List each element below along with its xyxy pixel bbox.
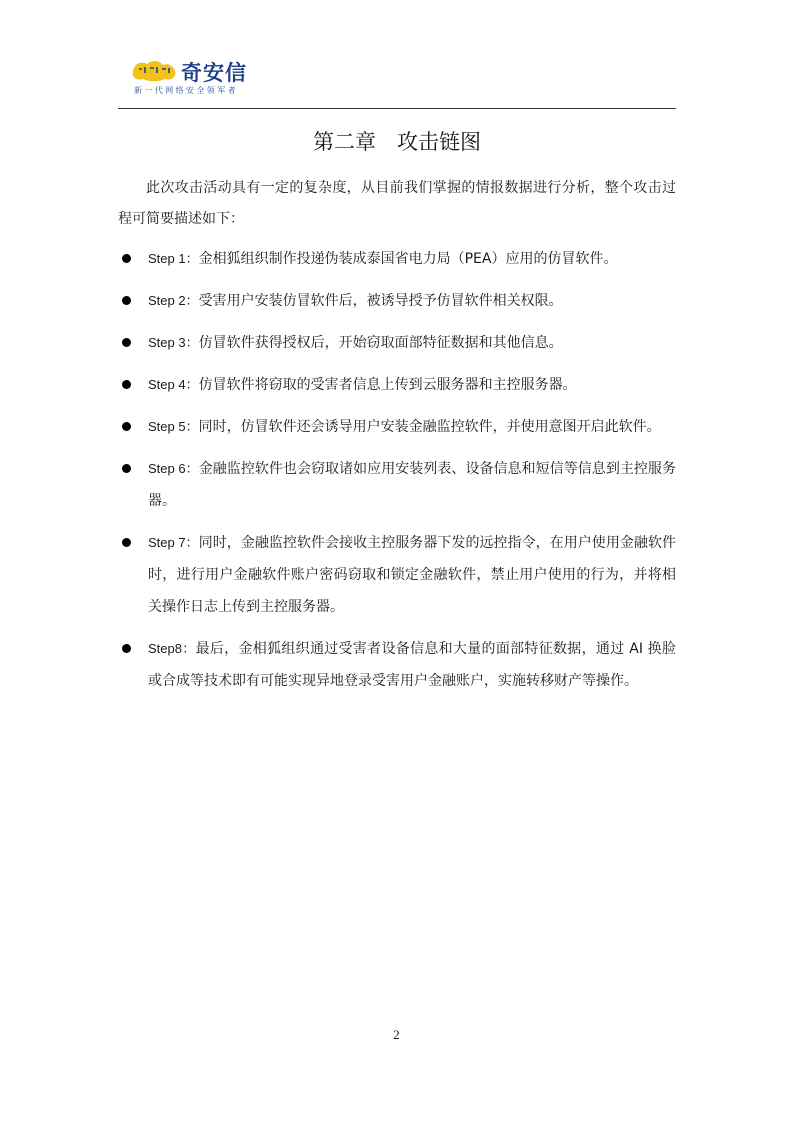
step-text: 金相狐组织制作投递伪装成泰国省电力局（PEA）应用的仿冒软件。: [198, 251, 618, 267]
step-label: Step 6：: [148, 461, 199, 476]
step-label: Step 5：: [148, 419, 199, 434]
step-label: Step 1：: [148, 251, 199, 266]
step-text: 金融监控软件也会窃取诸如应用安装列表、设备信息和短信等信息到主控服务器。: [148, 461, 676, 509]
logo-mark-icon: [131, 57, 179, 83]
page-number: 2: [393, 1027, 400, 1042]
list-item: [118, 411, 676, 443]
step-text: 同时，仿冒软件还会诱导用户安装金融监控软件，并使用意图开启此软件。: [198, 419, 661, 435]
list-item: [118, 527, 676, 623]
bullet-icon: [122, 296, 131, 305]
step-label: Step 2：: [148, 293, 199, 308]
list-item: [118, 369, 676, 401]
bullet-icon: [122, 644, 131, 653]
list-item: [118, 633, 676, 697]
step-label: Step 4：: [148, 377, 199, 392]
list-item: [118, 285, 676, 317]
chapter-title: 第二章 攻击链图: [313, 130, 481, 154]
list-item: [118, 453, 676, 517]
step-text: 同时，金融监控软件会接收主控服务器下发的远控指令，在用户使用金融软件时，进行用户金融软件账户密码窃取和锁定金融软件，禁止用户使用的行为，并将相关操作日志上传到主控服务器。: [148, 535, 676, 615]
header-divider: [118, 108, 676, 109]
bullet-icon: [122, 422, 131, 431]
step-text: 最后，金相狐组织通过受害者设备信息和大量的面部特征数据，通过 AI 换脸或合成等技术即有可能实现异地登录受害用户金融账户，实施转移财产等操作。: [148, 641, 676, 689]
step-text: 受害用户安装仿冒软件后，被诱导授予仿冒软件相关权限。: [198, 293, 563, 309]
bullet-icon: [122, 254, 131, 263]
step-text: 仿冒软件获得授权后，开始窃取面部特征数据和其他信息。: [198, 335, 563, 351]
bullet-icon: [122, 338, 131, 347]
list-item: [118, 327, 676, 359]
bullet-icon: [122, 380, 131, 389]
brand-tagline: 新一代网络安全领军者: [134, 86, 238, 95]
step-label: Step 3：: [148, 335, 199, 350]
bullet-icon: [122, 538, 131, 547]
brand-name: 奇安信: [181, 61, 247, 85]
intro-paragraph: 此次攻击活动具有一定的复杂度，从目前我们掌握的情报数据进行分析，整个攻击过程可简要描述如下：: [118, 180, 676, 227]
attack-steps-list: [118, 243, 676, 707]
step-text: 仿冒软件将窃取的受害者信息上传到云服务器和主控服务器。: [198, 377, 577, 393]
step-label: Step8：: [148, 641, 196, 656]
company-logo: [131, 55, 291, 100]
list-item: [118, 243, 676, 275]
bullet-icon: [122, 464, 131, 473]
step-label: Step 7：: [148, 535, 199, 550]
